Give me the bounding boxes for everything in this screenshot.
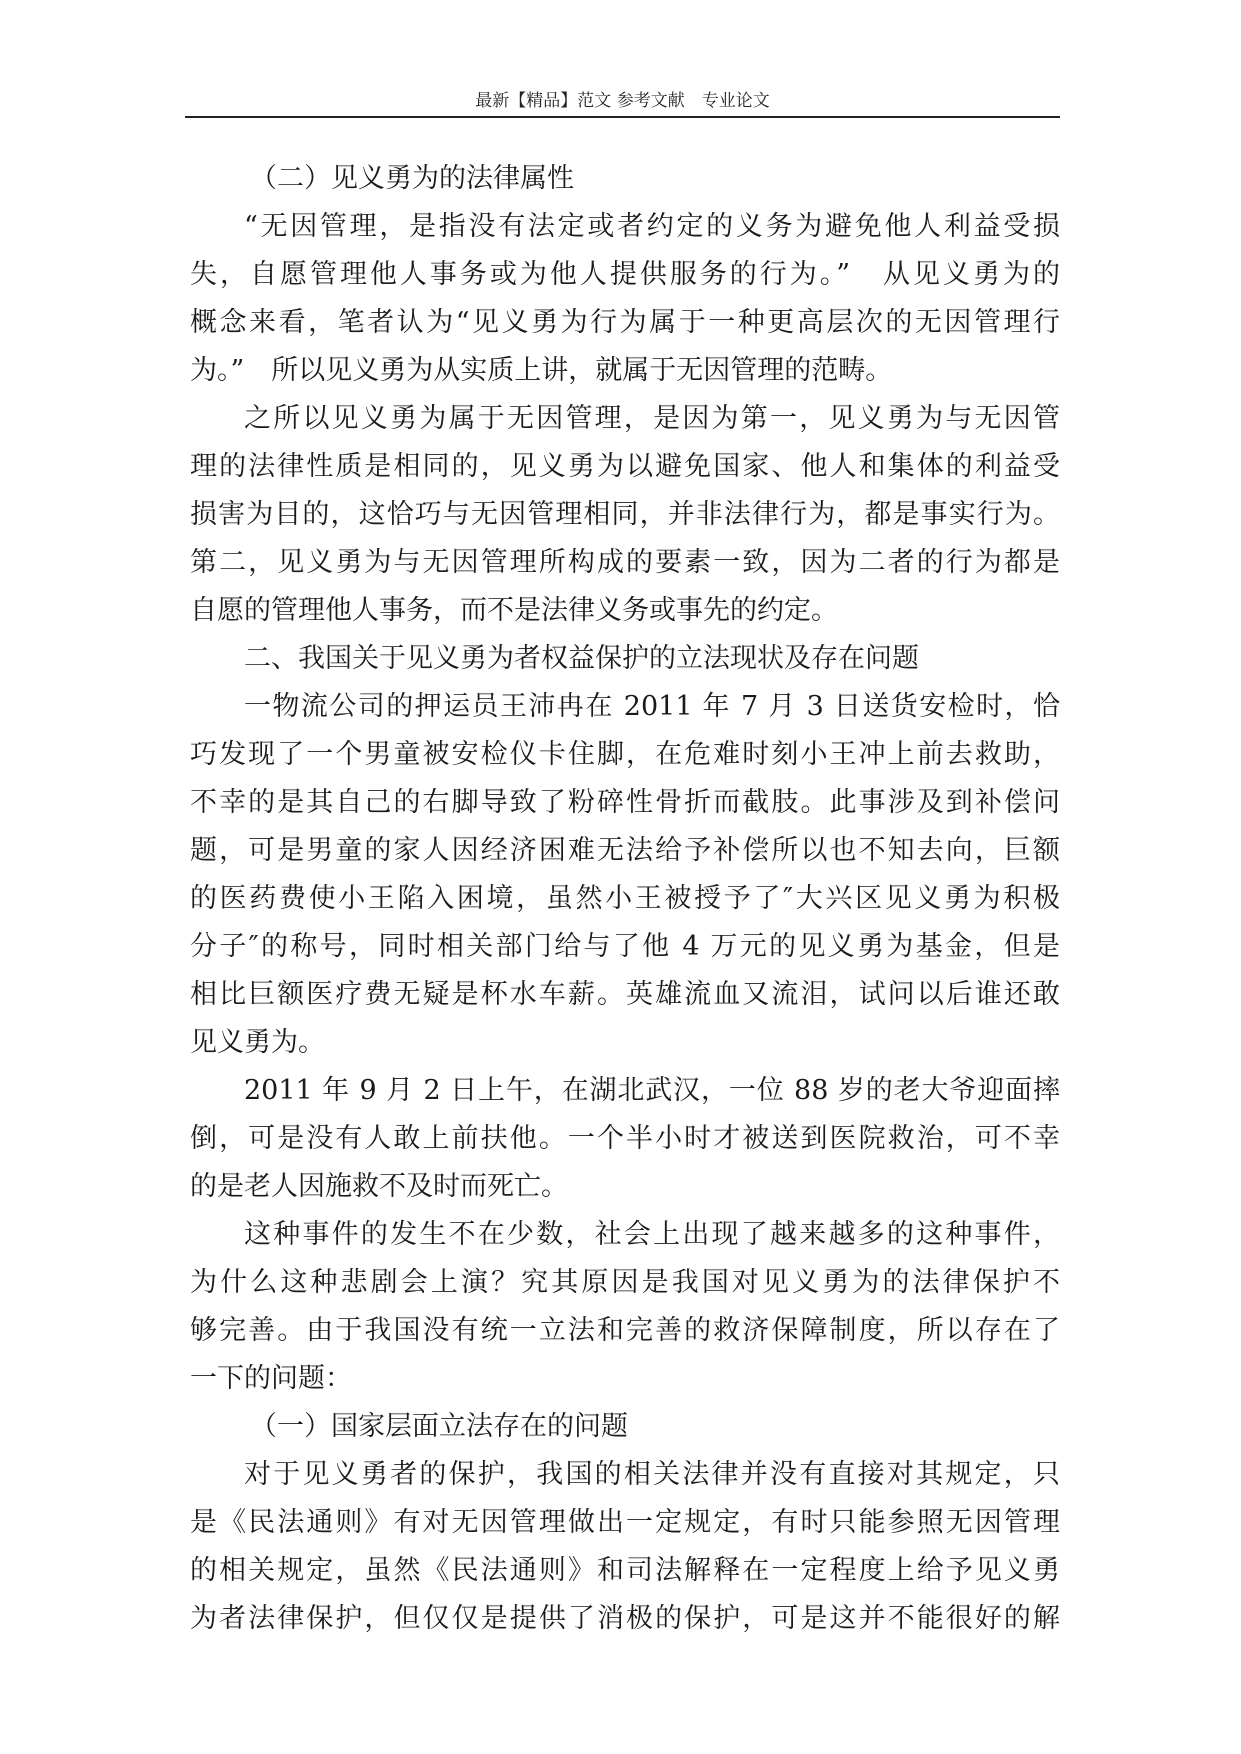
paragraph-line: 相比巨额医疗费无疑是杯水车薪。英雄流血又流泪，试问以后谁还敢 [190,979,1060,1010]
paragraph-line: “无因管理，是指没有法定或者约定的义务为避免他人利益受损 [244,211,1060,242]
paragraph-line: 的是老人因施救不及时而死亡。 [190,1171,568,1202]
page-header: 最新【精品】范文 参考文献 专业论文 [475,91,770,111]
paragraph-line: 第二，见义勇为与无因管理所构成的要素一致，因为二者的行为都是 [190,547,1060,578]
document-body [190,155,1060,1643]
paragraph-line: 够完善。由于我国没有统一立法和完善的救济保障制度，所以存在了 [190,1315,1060,1346]
paragraph-line: 分子″的称号，同时相关部门给与了他 4 万元的见义勇为基金，但是 [190,931,1060,962]
paragraph-line: 之所以见义勇为属于无因管理，是因为第一，见义勇为与无因管 [244,403,1060,434]
section-heading: 二、我国关于见义勇为者权益保护的立法现状及存在问题 [244,643,919,674]
paragraph-line: 2011 年 9 月 2 日上午，在湖北武汉，一位 88 岁的老大爷迎面摔 [244,1075,1060,1106]
paragraph-line: 见义勇为。 [190,1027,325,1058]
paragraph-line: 巧发现了一个男童被安检仪卡住脚，在危难时刻小王冲上前去救助， [190,739,1060,770]
paragraph-line: 一下的问题： [190,1363,352,1394]
paragraph-line: 一物流公司的押运员王沛冉在 2011 年 7 月 3 日送货安检时，恰 [244,691,1060,722]
paragraph-line: 是《民法通则》有对无因管理做出一定规定，有时只能参照无因管理 [190,1507,1060,1538]
section-heading: （一）国家层面立法存在的问题 [250,1411,628,1442]
paragraph-line: 自愿的管理他人事务，而不是法律义务或事先的约定。 [190,595,838,626]
paragraph-line: 倒，可是没有人敢上前扶他。一个半小时才被送到医院救治，可不幸 [190,1123,1060,1154]
paragraph-line: 的医药费使小王陷入困境，虽然小王被授予了″大兴区见义勇为积极 [190,883,1060,914]
paragraph-line: 题，可是男童的家人因经济困难无法给予补偿所以也不知去向，巨额 [190,835,1060,866]
paragraph-line: 的相关规定，虽然《民法通则》和司法解释在一定程度上给予见义勇 [190,1555,1060,1586]
paragraph-line: 不幸的是其自己的右脚导致了粉碎性骨折而截肢。此事涉及到补偿问 [190,787,1060,818]
paragraph-line: 理的法律性质是相同的，见义勇为以避免国家、他人和集体的利益受 [190,451,1060,482]
paragraph-line: 对于见义勇者的保护，我国的相关法律并没有直接对其规定，只 [244,1459,1060,1490]
paragraph-line: 为。” 所以见义勇为从实质上讲，就属于无因管理的范畴。 [190,355,893,386]
paragraph-line: 为什么这种悲剧会上演？究其原因是我国对见义勇为的法律保护不 [190,1267,1060,1298]
paragraph-line: 失，自愿管理他人事务或为他人提供服务的行为。” 从见义勇为的 [190,259,1060,290]
paragraph-line: 损害为目的，这恰巧与无因管理相同，并非法律行为，都是事实行为。 [190,499,1060,530]
paragraph-line: 为者法律保护，但仅仅是提供了消极的保护，可是这并不能很好的解 [190,1603,1060,1634]
paragraph-line: 这种事件的发生不在少数，社会上出现了越来越多的这种事件， [244,1219,1060,1250]
header-divider [185,116,1060,118]
section-heading: （二）见义勇为的法律属性 [250,163,574,194]
paragraph-line: 概念来看，笔者认为“见义勇为行为属于一种更高层次的无因管理行 [190,307,1060,338]
